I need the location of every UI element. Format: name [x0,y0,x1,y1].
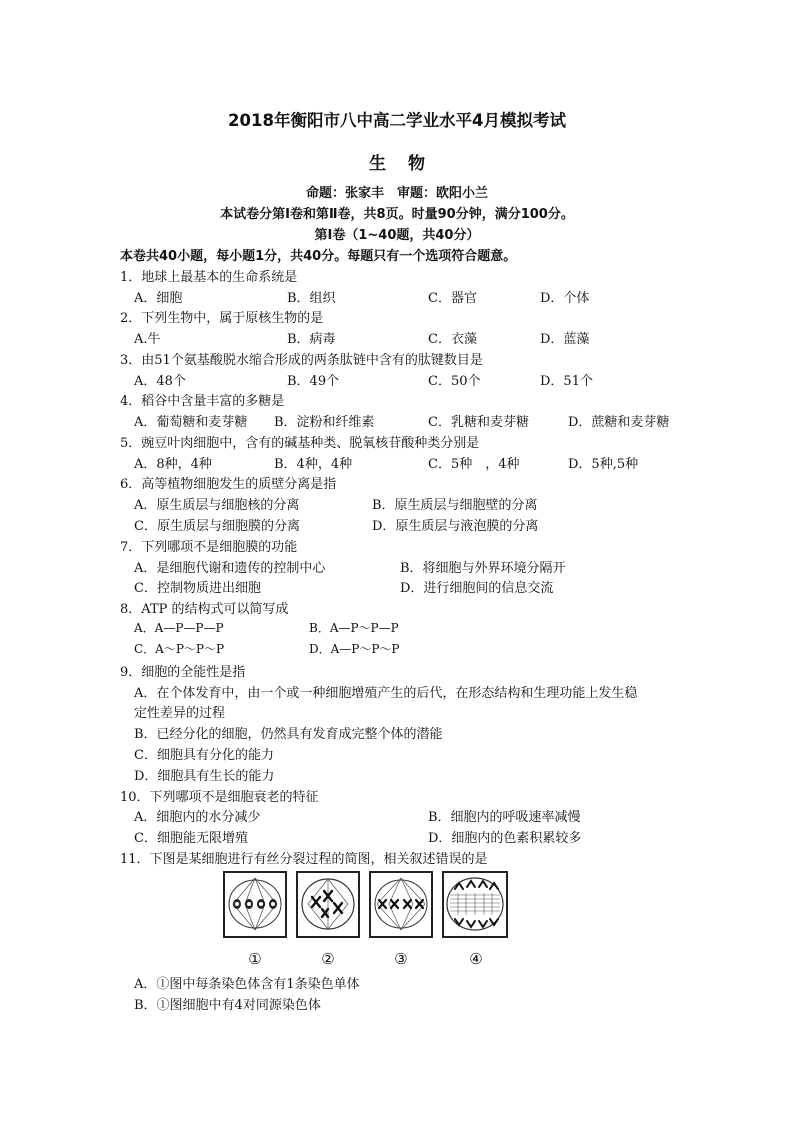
figure-label: ② [321,950,335,968]
option: C．乳糖和麦芽糖 [428,415,529,430]
question-stem: 8．ATP 的结构式可以简写成 [120,602,289,617]
figure-label: ① [248,950,262,968]
mitosis-figure-2 [296,871,360,938]
option: A．8种，4种 [134,457,212,472]
option: C．控制物质进出细胞 [134,581,261,596]
option: D．细胞具有生长的能力 [134,769,275,784]
option: C．细胞能无限增殖 [134,831,248,846]
exam-info: 本试卷分第Ⅰ卷和第Ⅱ卷，共8页。时量90分钟，满分100分。 [220,207,574,222]
option: B．原生质层与细胞壁的分离 [372,498,538,513]
option: C．原生质层与细胞膜的分离 [134,519,300,534]
exam-title: 2018年衡阳市八中高二学业水平4月模拟考试 [228,111,566,130]
mitosis-figure-3 [369,871,433,938]
option: D．蓝藻 [540,332,590,347]
exam-subject: 生物 [369,154,447,174]
option: A．是细胞代谢和遗传的控制中心 [134,561,326,576]
option: B．病毒 [287,332,336,347]
option: D．5种,5种 [568,457,639,472]
option: B．A—P～P—P [309,621,399,635]
option: B．4种，4种 [274,457,353,472]
question-stem: 9．细胞的全能性是指 [120,665,246,680]
option: D．细胞内的色素积累较多 [428,831,582,846]
option: A．①图中每条染色体含有1条染色单体 [134,977,360,992]
question-stem: 1．地球上最基本的生命系统是 [120,270,298,285]
question-stem: 7．下列哪项不是细胞膜的功能 [120,540,298,555]
option: D．进行细胞间的信息交流 [400,581,554,596]
question-stem: 5．豌豆叶肉细胞中，含有的碱基种类、脱氧核苷酸种类分别是 [120,436,480,451]
option: A．48个 [134,374,186,389]
option: A.牛 [134,332,161,347]
option: A．葡萄糖和麦芽糖 [134,415,248,430]
option: C．5种 ，4种 [428,457,520,472]
option: A．细胞 [134,291,183,306]
question-stem: 11．下图是某细胞进行有丝分裂过程的简图，相关叙述错误的是 [120,852,488,867]
option: A．原生质层与细胞核的分离 [134,498,300,513]
option: B．组织 [287,291,336,306]
option: D．蔗糖和麦芽糖 [568,415,670,430]
option: C．器官 [428,291,477,306]
option: C．衣藻 [428,332,477,347]
option: B．细胞内的呼吸速率减慢 [428,810,581,825]
option: B．将细胞与外界环境分隔开 [400,561,566,576]
option: D．个体 [540,291,590,306]
option: C．细胞具有分化的能力 [134,748,274,763]
option: A．细胞内的水分减少 [134,810,261,825]
figure-label: ③ [394,950,408,968]
option: B．49个 [287,374,340,389]
option: B．已经分化的细胞，仍然具有发育成完整个体的潜能 [134,727,443,742]
section-heading: 第Ⅰ卷（1~40题，共40分） [314,228,480,243]
option: D．原生质层与液泡膜的分离 [372,519,539,534]
mitosis-figure-1 [223,871,287,938]
option: D．51个 [540,374,593,389]
figure-label: ④ [469,950,483,968]
option-continuation: 定性差异的过程 [134,706,226,721]
exam-authors: 命题：张家丰 审题：欧阳小兰 [305,186,488,201]
question-stem: 2．下列生物中，属于原核生物的是 [120,311,324,326]
mitosis-figure-4 [442,871,508,938]
question-stem: 6．高等植物细胞发生的质壁分离是指 [120,477,337,492]
question-stem: 4．稻谷中含量丰富的多糖是 [120,394,285,409]
option: C．A～P～P～P [134,642,225,656]
option: D．A—P～P～P [309,642,400,656]
option: B．①图细胞中有4对同源染色体 [134,998,321,1013]
section-instruction: 本卷共40小题，每小题1分，共40分。每题只有一个选项符合题意。 [120,249,517,264]
option: A．A—P—P—P [134,621,224,635]
question-stem: 10．下列哪项不是细胞衰老的特征 [120,790,319,805]
option: A．在个体发育中，由一个或一种细胞增殖产生的后代，在形态结构和生理功能上发生稳 [134,686,638,701]
question-stem: 3．由51个氨基酸脱水缩合形成的两条肽链中含有的肽键数目是 [120,353,483,368]
option: C．50个 [428,374,481,389]
option: B．淀粉和纤维素 [274,415,375,430]
